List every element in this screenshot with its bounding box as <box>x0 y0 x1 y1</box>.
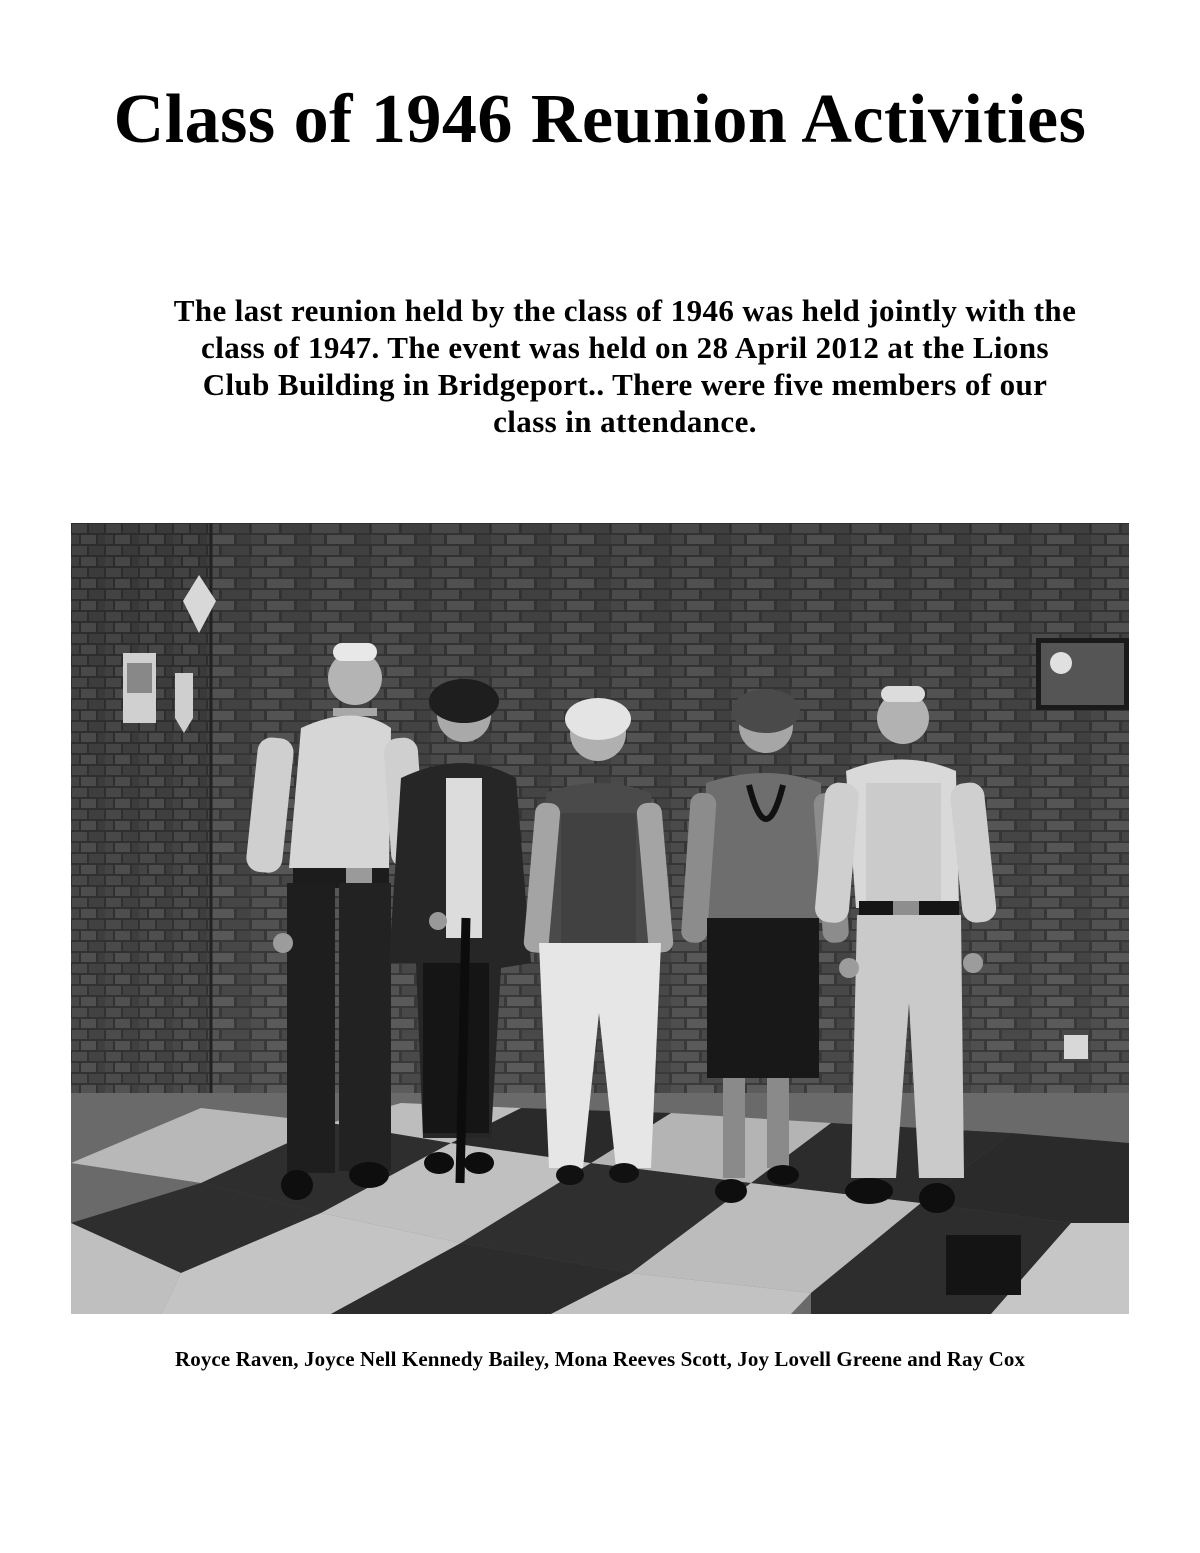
intro-line: Club Building in Bridgeport.. There were five members of our <box>202 367 1048 402</box>
intro-line: class of 1947. The event was held on 28 April 2012 at the Lions <box>201 330 1049 365</box>
photo-caption: Royce Raven, Joyce Nell Kennedy Bailey, Mona Reeves Scott, Joy Lovell Greene and Ray Cox <box>174 1347 1026 1371</box>
intro-line: The last reunion held by the class of 1946 was held jointly with the <box>173 293 1077 328</box>
intro-paragraph <box>110 292 1140 440</box>
checkered-floor <box>71 1093 1129 1314</box>
wall-outlet <box>1064 1035 1088 1059</box>
page-title: Class of 1946 Reunion Activities <box>113 81 1087 158</box>
group-photo <box>71 523 1129 1314</box>
intro-line: class in attendance. <box>493 404 757 439</box>
eagle-plaque <box>1036 638 1129 710</box>
